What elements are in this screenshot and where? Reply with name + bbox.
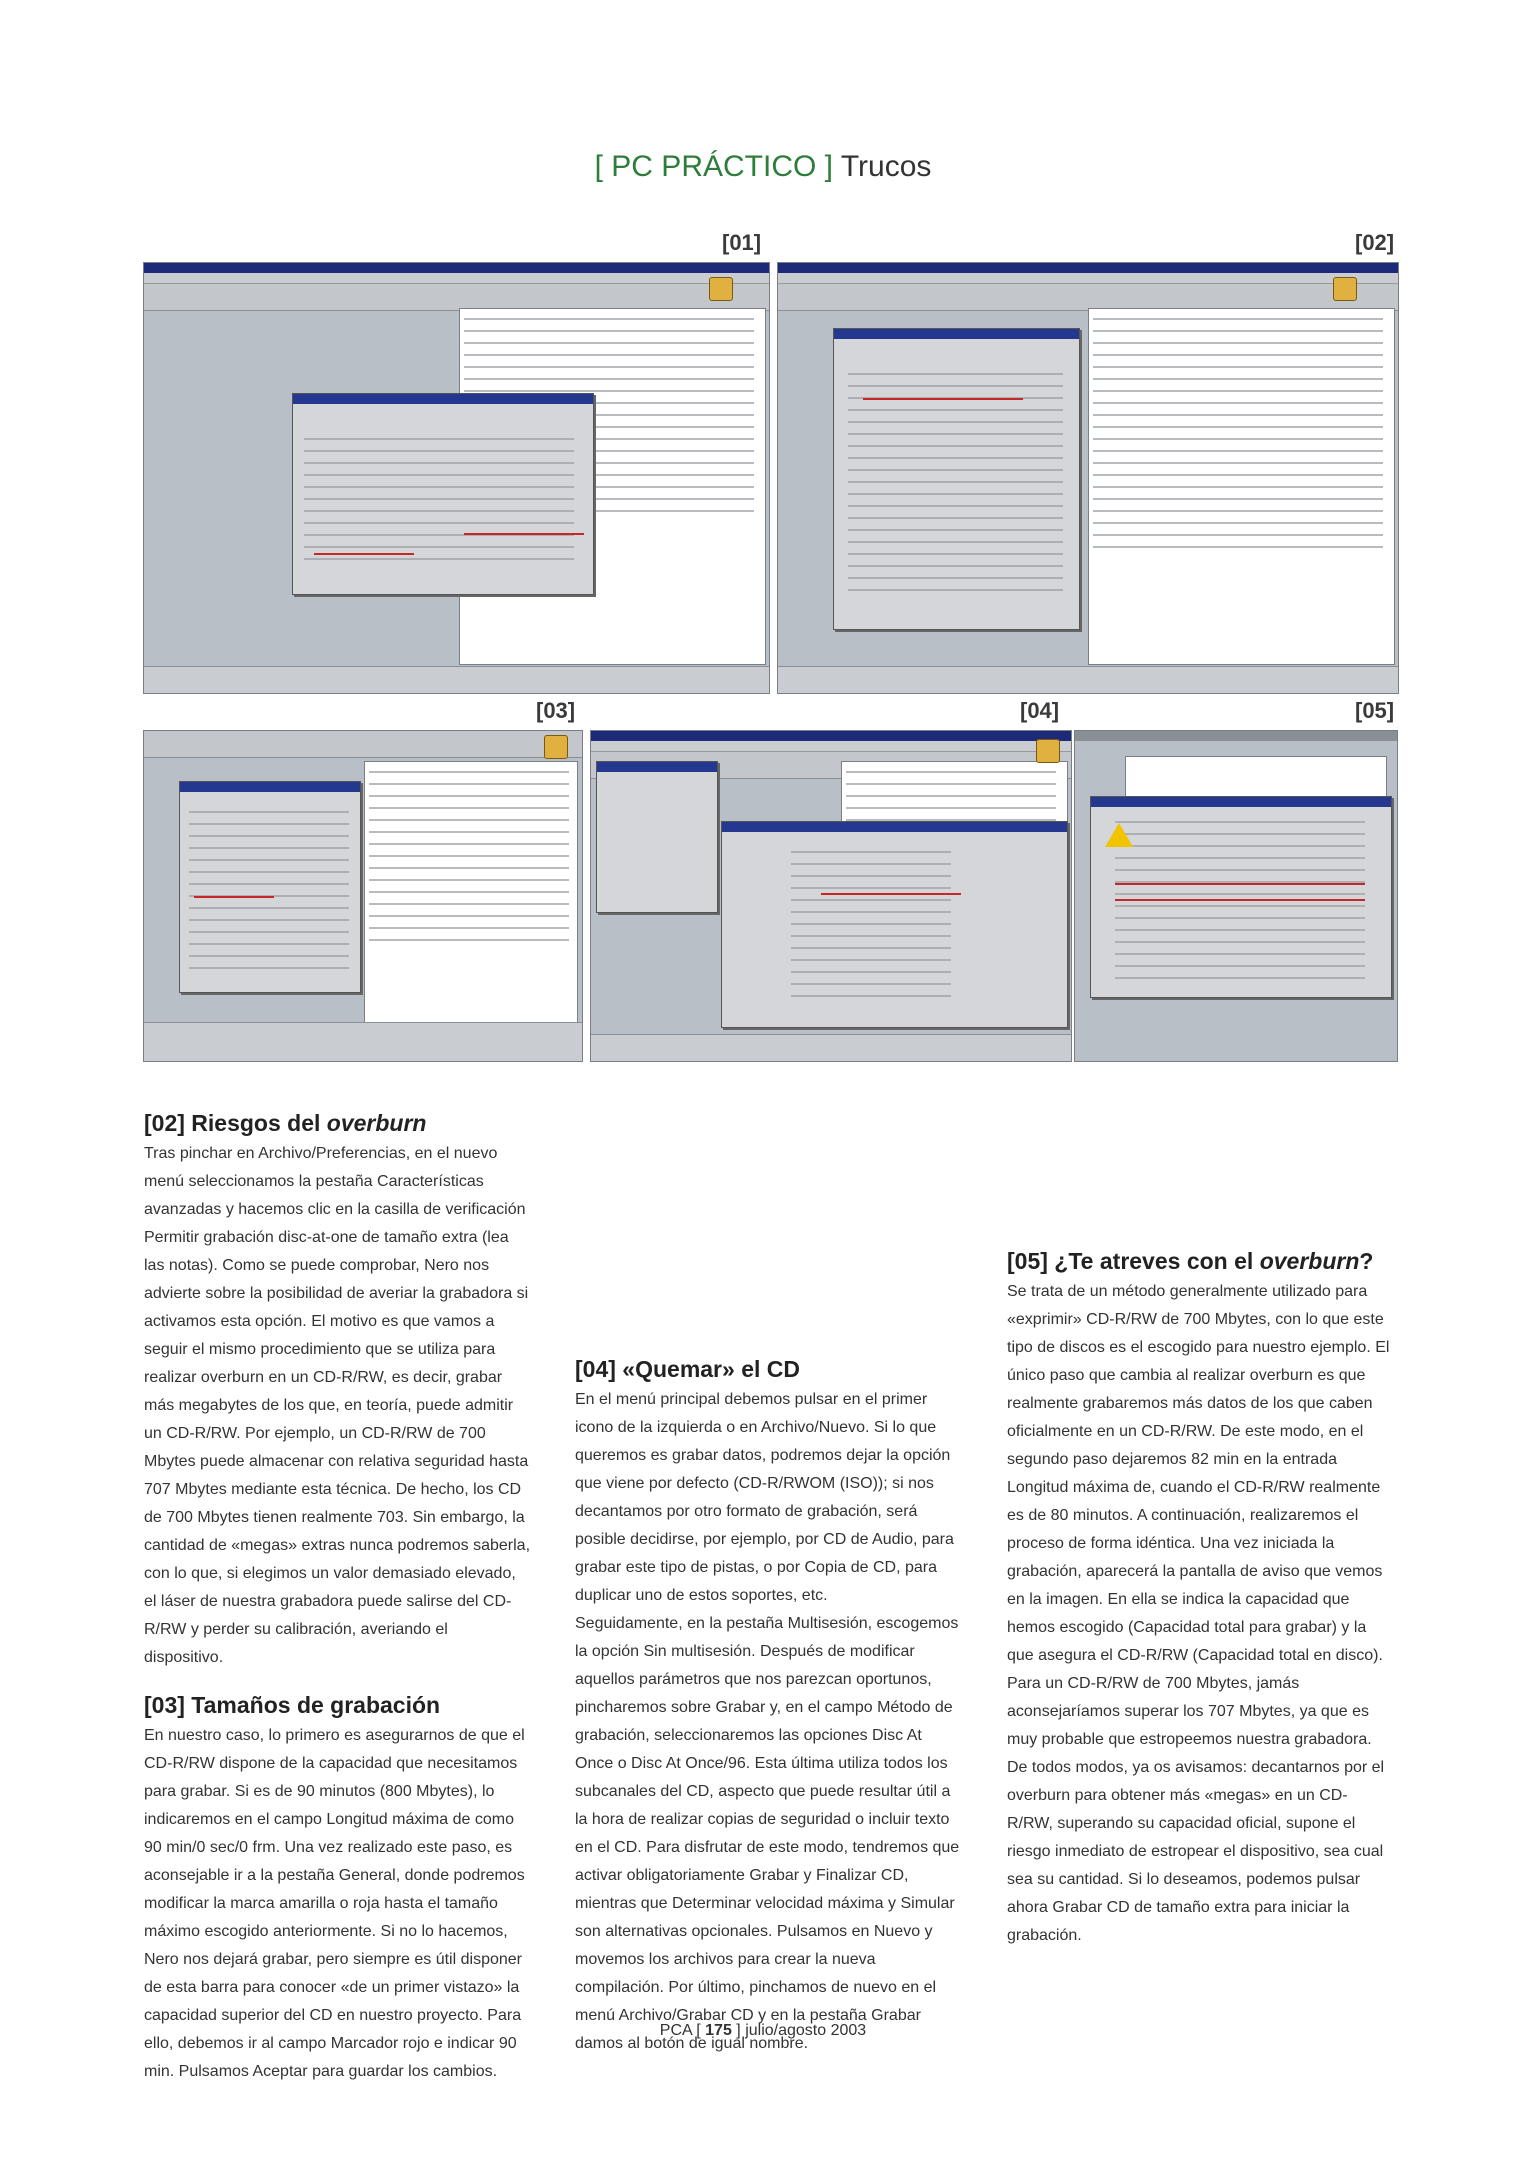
figure-label-03: [03] <box>536 698 576 723</box>
footer-page-number: 175 <box>705 2022 732 2039</box>
article-04-body-continued: Seguidamente, en la pestaña Multisesión, escogemos la opción Sin multisesión. Después de modificar aquellos parámetros que nos parezcan oportunos, pincharemos sobre Grabar y, en el campo Método de grabación, seleccionaremos las opciones Disc At Once o Disc At Once/96. Esta última utiliza todos los subcanales del CD, aspecto que puede resultar útil a la hora de realizar copias de seguridad o incluir texto en el CD. Para disfrutar de este modo, tendremos que activar obligatoriamente Grabar y Finalizar CD, mientras que Determinar velocidad máxima y Simular son alternativas opcionales. Pulsamos en Nuevo y movemos los archivos para crear la nueva compilación. Por último, pinchamos de nuevo en el menú Archivo/Grabar CD y en la pestaña Grabar damos al botón de igual nombre. <box>575 1615 960 2052</box>
screenshot-figure-02 <box>777 262 1399 694</box>
header-bracket-open: [ <box>594 150 603 183</box>
article-02-heading: [02] Riesgos del overburn <box>144 1110 427 1136</box>
header-section: PC PRÁCTICO <box>611 150 817 183</box>
article-03-body: En nuestro caso, lo primero es asegurarnos de que el CD-R/RW dispone de la capacidad que necesitamos para grabar. Si es de 90 minutos (800 Mbytes), lo indicaremos en el campo Longitud máxima de como 90 min/0 sec/0 frm. Una vez realizado este paso, es aconsejable ir a la pestaña General, donde podremos modificar la marca amarilla o roja hasta el tamaño máximo escogido anteriormente. Si no lo hacemos, Nero nos dejará grabar, pero siempre es útil disponer de esta barra para conocer «de un primer vistazo» la capacidad superior del CD en nuestro proyecto. Para ello, debemos ir al campo Marcador rojo e indicar 90 min. Pulsamos Aceptar para guardar los cambios. <box>144 1727 525 2080</box>
figure-label-02: [02] <box>1355 230 1395 255</box>
article-05-body: Se trata de un método generalmente utilizado para «exprimir» CD-R/RW de 700 Mbytes, con lo que este tipo de discos es el escogido para nuestro ejemplo. El único paso que cambia al realizar overburn es que realmente grabaremos más datos de los que caben oficialmente en un CD-R/RW. De este modo, en el segundo paso dejaremos 82 min en la entrada Longitud máxima de, cuando el CD-R/RW realmente es de 80 minutos. A continuación, realizaremos el proceso de forma idéntica. Una vez iniciada la grabación, aparecerá la pantalla de aviso que vemos en la imagen. En ella se indica la capacidad que hemos escogido (Capacidad total para grabar) y la que asegura el CD-R/RW (Capacidad total en disco). Para un CD-R/RW de 700 Mbytes, jamás aconsejaríamos superar los 707 Mbytes, ya que es muy probable que estropeemos nuestra grabadora. De todos modos, ya os avisamos: decantarnos por el overburn para obtener más «megas» en un CD-R/RW, superando su capacidad oficial, supone el riesgo inmediato de estropear el dispositivo, sea cual sea su cantidad. Si lo deseamos, podemos pulsar ahora Grabar CD de tamaño extra para iniciar la grabación. <box>1007 1283 1390 1944</box>
page-footer: PCA [ 175 ] julio/agosto 2003 <box>659 2022 867 2039</box>
text-column-1 <box>144 1108 531 2080</box>
figure-label-01: [01] <box>722 230 762 255</box>
screenshot-figure-04 <box>590 730 1072 1062</box>
article-05-heading: [05] ¿Te atreves con el overburn? <box>1007 1248 1374 1274</box>
text-column-3 <box>1007 1116 1393 1950</box>
section-header <box>0 150 1526 184</box>
footer-magazine: PCA <box>659 2022 692 2039</box>
article-02-body: Tras pinchar en Archivo/Preferencias, en el nuevo menú seleccionamos la pestaña Características avanzadas y hacemos clic en la casilla de verificación Permitir grabación disc-at-one de tamaño extra (lea las notas). Como se puede comprobar, Nero nos advierte sobre la posibilidad de averiar la grabadora si activamos esta opción. El motivo es que vamos a seguir el mismo procedimiento que se utiliza para realizar overburn en un CD-R/RW, es decir, grabar más megabytes de los que, en teoría, puede admitir un CD-R/RW. Por ejemplo, un CD-R/RW de 700 Mbytes puede almacenar con relativa seguridad hasta 707 Mbytes mediante esta técnica. De hecho, los CD de 700 Mbytes tienen realmente 703. Sin embargo, la cantidad de «megas» extras nunca podremos saberla, con lo que, si elegimos un valor demasiado elevado, el láser de nuestra grabadora puede salirse del CD-R/RW y perder su calibración, averiando el dispositivo. <box>144 1145 531 1666</box>
article-04-body: En el menú principal debemos pulsar en el primer icono de la izquierda o en Archivo/Nuevo. Si lo que queremos es grabar datos, podremos dejar la opción que viene por defecto (CD-R/RWOM (ISO)); si nos decantamos por otro formato de grabación, será posible decidirse, por ejemplo, por CD de Audio, para grabar este tipo de pistas, o por Copia de CD, para duplicar uno de estos soportes, etc. <box>575 1391 954 1604</box>
article-03-heading: [03] Tamaños de grabación <box>144 1692 441 1718</box>
screenshot-figure-01 <box>143 262 770 694</box>
screenshot-figure-05 <box>1074 730 1398 1062</box>
figure-label-04: [04] <box>1020 698 1060 723</box>
screenshot-figure-03 <box>143 730 583 1062</box>
figure-label-05: [05] <box>1355 698 1395 723</box>
header-subsection: Trucos <box>840 150 932 183</box>
footer-date: julio/agosto 2003 <box>745 2022 867 2039</box>
header-bracket-close: ] <box>824 150 834 183</box>
article-04-heading: [04] «Quemar» el CD <box>575 1356 800 1382</box>
